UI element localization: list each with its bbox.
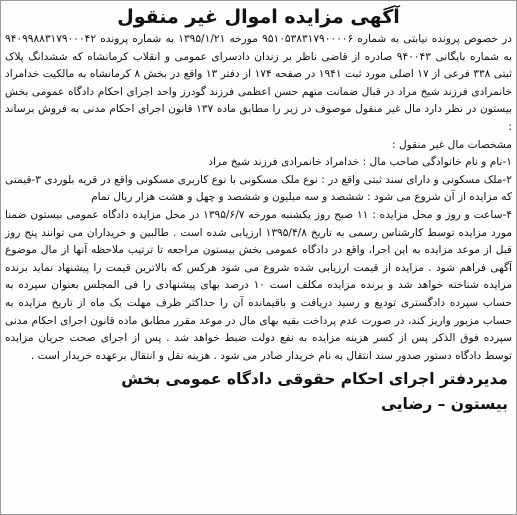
property-specs-heading: مشخصات مال غیر منقول : — [392, 138, 512, 151]
owner-name-item: ۱-نام و نام خانوادگی صاحب مال : خدامراد خانمرادی فرزند شیخ مراد — [208, 156, 512, 169]
signature-name: بیستون – رضایی — [381, 395, 508, 414]
signature-title: مدیردفتر اجرای احکام حقوقی دادگاه عمومی بخش — [121, 370, 508, 389]
signature-block — [5, 367, 512, 417]
auction-terms-paragraph: ۴-ساعت و روز و محل مزایده : ۱۱ صبح روز یکشنبه مورخه ۱۳۹۵/۶/۷ در محل مزایده دادگاه عمومی بیستون ضمنا مورد مزایده توسط کارشناس رسمی به تاریخ ۱۳۹۵/۴/۸ ارزیابی شده است . طالبین و خریداران می توانند پنج روز قبل از موعد مزایده به این اجرا، واقع در دادگاه عمومی بخش بیستون مراجعه تا ترتیب ملاحظه آنها از مال موضوع آگهی فراهم شود . مزایده از قیمت ارزیابی شده شروع می شود هرکس که بالاترین قیمت را پیشنهاد نماید برنده مزایده شناخته خواهد شد و برنده مزایده مکلف است ۱۰ درصد بهای پیشنهادی را فی المجلس بعنوان سپرده به حساب سپرده دادگستری تودیع و رسید دریافت و باقیمانده آن را حداکثر ظرف مهلت یک ماه از تاریخ مزایده به حساب مزبور واریز کند، در صورت عدم پرداخت بقیه بهای مال در موعد مقرر مطابق ماده قانون اجرای احکام مدنی سپرده فوق الذکر پس از کسر هزینه مزایده به نفع دولت ضبط خواهد شد . پس از اجرای صحت جریان مزایده توسط دادگاه دستور صدور سند انتقال به نام خریدار صادر می شود . هزینه نقل و انتقال برعهده خریدار است . — [5, 208, 512, 362]
property-location-price-item: ۲-ملک مسکونی و دارای سند ثبتی واقع در : نوع ملک مسکونی با نوع کاربری مسکونی واقع در قریه بلوردی ۳-قیمتی که مزایده از آن شروع می شود : ششصد و سه میلیون و ششصد و چهل و هشت هزار ریال تمام — [5, 173, 512, 204]
notice-body — [5, 31, 512, 365]
notice-title: آگهی مزایده اموال غیر منقول — [117, 6, 400, 28]
intro-paragraph: در خصوص پرونده نیابتی به شماره ۹۵۱۰۵۳۸۳۱۷۹۰۰۰۰۶ مورخه ۱۳۹۵/۱/۲۱ به شماره پرونده ۹۴۰۹۹۸۸۳۱۷۹۰۰۰۴۲ به شماره بایگانی ۹۴۰۰۴۳ صادره از قاضی ناظر بر زندان دادسرای عمومی و انقلاب کرمانشاه که ششدانگ پلاک ثبتی ۳۳۸ فرعی از ۱۷ اصلی مورد ثبت ۱۹۴۱ در صفحه ۱۷۴ از دفتر ۱۳ واقع در بخش ۸ کرمانشاه به مالکیت خدامراد خانمرادی فرزند شیخ مراد در قبال ضمانت متهم حسن اعظمی فرزند گودرز واحد اجرای احکام دادگاه عمومی بخش بیستون در نظر دارد مال غیر منقول موصوف در زیر را مطابق ماده ۱۳۷ قانون اجرای احکام مدنی به فروش برساند : — [5, 33, 512, 133]
